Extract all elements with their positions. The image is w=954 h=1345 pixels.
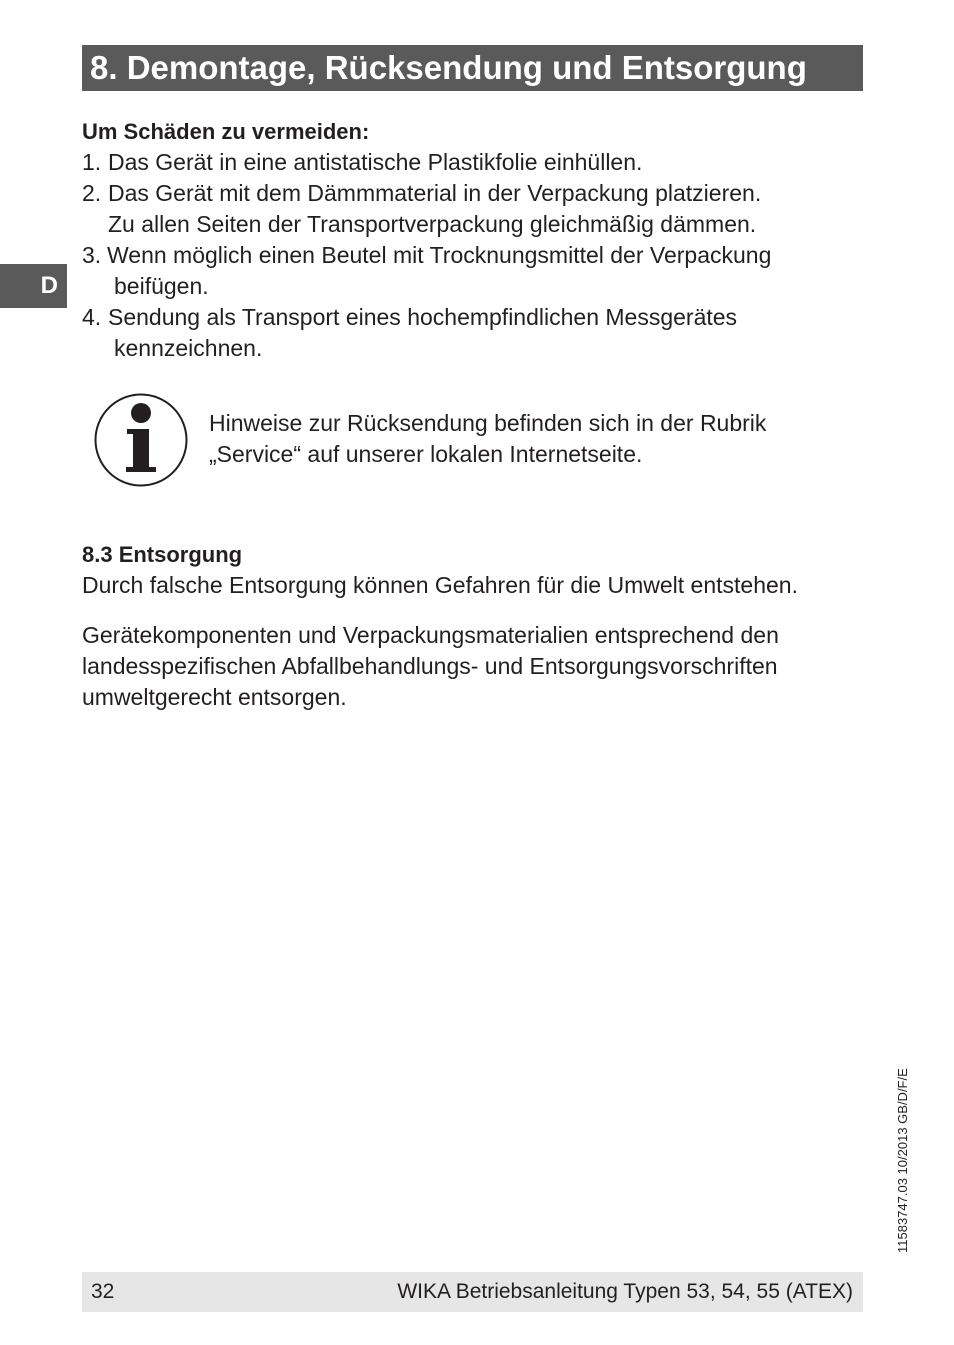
list-line: Sendung als Transport eines hochempfindlichen Messgerätes	[108, 304, 738, 330]
list-number: 1.	[82, 149, 102, 175]
paragraph-line: landesspezifischen Abfallbehandlungs- und Entsorgungsvorschriften	[82, 653, 778, 679]
list-line: kennzeichnen.	[114, 335, 263, 361]
chapter-title: 8. Demontage, Rücksendung und Entsorgung	[82, 45, 863, 91]
info-note-line: „Service“ auf unserer lokalen Internetseite.	[209, 441, 643, 467]
disposal-section	[82, 539, 872, 713]
page-number: 32	[91, 1280, 115, 1303]
list-item-2	[82, 178, 872, 240]
avoid-damage-heading: Um Schäden zu vermeiden:	[82, 119, 370, 144]
list-number: 3.	[82, 242, 102, 268]
info-note-line: Hinweise zur Rücksendung befinden sich in der Rubrik	[209, 410, 767, 436]
disposal-heading: 8.3 Entsorgung	[82, 542, 243, 567]
list-line: beifügen.	[114, 273, 209, 299]
document-code: 11583747.03 10/2013 GB/D/F/E	[895, 1068, 910, 1253]
list-number: 2.	[82, 180, 102, 206]
disposal-paragraph-1: Durch falsche Entsorgung können Gefahren für die Umwelt entstehen.	[82, 572, 798, 598]
list-line: Zu allen Seiten der Transportverpackung gleichmäßig dämmen.	[108, 211, 757, 237]
info-icon	[93, 392, 189, 488]
list-item-4	[82, 302, 872, 364]
disposal-paragraph-2	[82, 620, 872, 713]
avoid-damage-section	[82, 116, 872, 364]
list-number: 4.	[82, 304, 102, 330]
document-title: WIKA Betriebsanleitung Typen 53, 54, 55 (ATEX)	[397, 1280, 853, 1303]
language-tab: D	[0, 264, 67, 308]
page-footer	[82, 1272, 863, 1312]
paragraph-line: Gerätekomponenten und Verpackungsmaterialien entsprechend den	[82, 622, 779, 648]
list-line: Das Gerät mit dem Dämmmaterial in der Verpackung platzieren.	[108, 180, 762, 206]
paragraph-line: umweltgerecht entsorgen.	[82, 684, 347, 710]
info-note-text	[209, 408, 869, 470]
list-line: Das Gerät in eine antistatische Plastikfolie einhüllen.	[108, 149, 643, 175]
list-item-3	[82, 240, 872, 302]
list-item-1	[82, 147, 872, 178]
list-line: Wenn möglich einen Beutel mit Trocknungsmittel der Verpackung	[107, 242, 772, 268]
info-note	[93, 392, 873, 488]
